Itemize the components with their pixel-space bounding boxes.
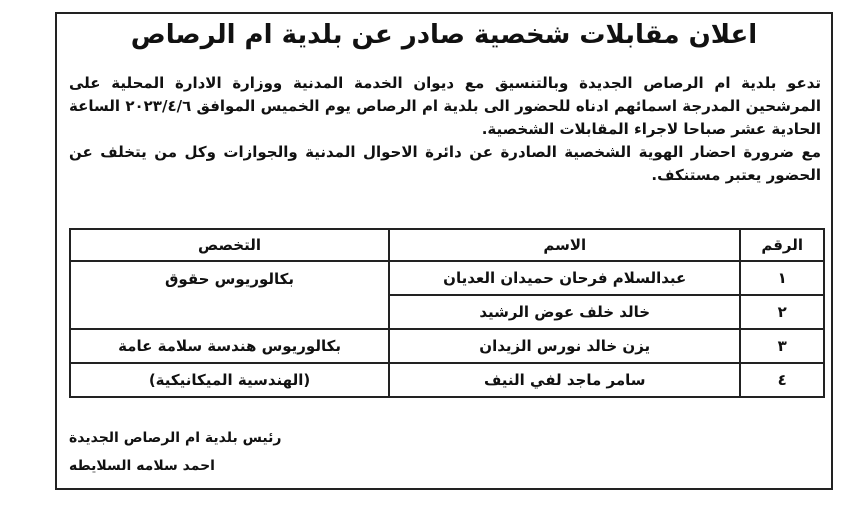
row-specialty: (الهندسية الميكانيكية) [70, 363, 389, 397]
signature-block [69, 424, 821, 480]
row-number: ٤ [740, 363, 824, 397]
row-specialty: بكالوريوس حقوق [70, 261, 389, 329]
candidates-table [69, 228, 825, 398]
header-specialty: التخصص [70, 229, 389, 261]
table-row [70, 363, 824, 397]
row-specialty: بكالوريوس هندسة سلامة عامة [70, 329, 389, 363]
header-number: الرقم [740, 229, 824, 261]
body-paragraph-requirements: مع ضرورة احضار الهوية الشخصية الصادرة عن دائرة الاحوال المدنية والجوازات وكل من يتخلف عن الحضور يعتبر مستنكف. [69, 143, 821, 184]
table-header-row [70, 229, 824, 261]
row-number: ٢ [740, 295, 824, 329]
row-name: خالد خلف عوض الرشيد [389, 295, 740, 329]
signature-name: احمد سلامه السلايطه [69, 458, 215, 474]
row-name: عبدالسلام فرحان حميدان العديان [389, 261, 740, 295]
body-paragraph-invitation: تدعو بلدية ام الرصاص الجديدة وبالتنسيق مع ديوان الخدمة المدنية ووزارة الادارة المحلية على المرشحين المدرجة اسمائهم ادناه للحضور الى بلدية ام الرصاص يوم الخميس الموافق ٢٠٢٣/٤/٦ الساعة الحادية عشر صباحا لاجراء المقابلات الشخصية. [69, 74, 821, 138]
table-row [70, 329, 824, 363]
announcement-body [69, 72, 821, 187]
row-name: يزن خالد نورس الزيدان [389, 329, 740, 363]
announcement-title: اعلان مقابلات شخصية صادر عن بلدية ام الرصاص [130, 20, 758, 50]
table-row [70, 261, 824, 295]
header-name: الاسم [389, 229, 740, 261]
row-number: ٣ [740, 329, 824, 363]
announcement-frame [55, 12, 833, 490]
signature-role: رئيس بلدية ام الرصاص الجديدة [69, 430, 282, 446]
row-name: سامر ماجد لفي النيف [389, 363, 740, 397]
row-number: ١ [740, 261, 824, 295]
